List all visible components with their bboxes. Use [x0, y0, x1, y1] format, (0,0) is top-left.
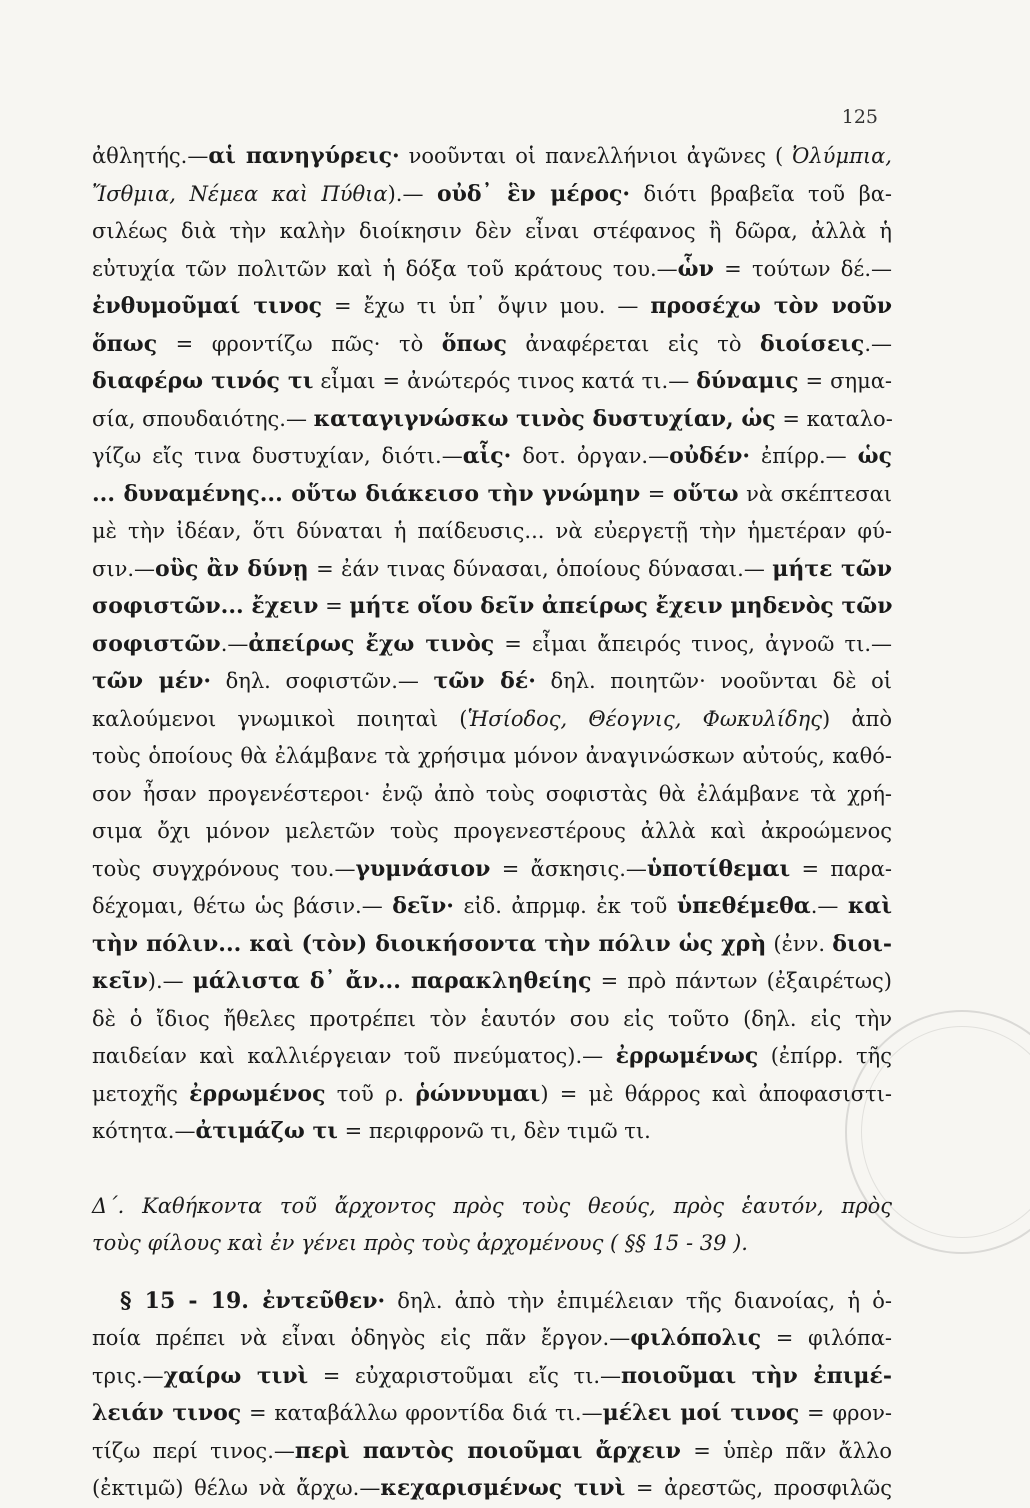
text-line: δέχομαι, θέτω ὡς βάσιν.— δεῖν· εἰδ. ἀπρμφ. ἐκ τοῦ ὑπεθέμεθα.— καὶ — [92, 893, 892, 919]
text-line: τῶν μέν· δηλ. σοφιστῶν.— τῶν δέ· δηλ. ποιητῶν· νοοῦνται δὲ οἱ — [92, 668, 893, 694]
text-line: τοὺς συγχρόνους του.—γυμνάσιον = ἄσκησις.—ὑποτίθεμαι = παρα- — [92, 855, 892, 882]
text-line: δὲ ὁ ἴδιος ἤθελες προτρέπει τὸν ἑαυτόν σου εἰς τοῦτο (δηλ. εἰς τὴν — [92, 1006, 892, 1031]
text-line: γίζω εἴς τινα δυστυχίαν, διότι.—αἷς· δοτ. ὀργαν.—οὐδέν· ἐπίρρ.— ὡς — [92, 443, 893, 469]
text-line: κότητα.—ἀτιμάζω τι = περιφρονῶ τι, δὲν τιμῶ τι. — [92, 1118, 651, 1144]
text-line: σιμα ὄχι μόνον μελετῶν τοὺς προγενεστέρους ἀλλὰ καὶ ἀκροώμενος — [92, 819, 892, 843]
text-line: κεῖν).— μάλιστα δ᾽ ἄν... παρακληθείης = πρὸ πάντων (ἐξαιρέτως) — [92, 968, 892, 994]
text-line: διαφέρω τινός τι εἶμαι = ἀνώτερός τινος κατά τι.— δύναμις = σημα- — [92, 368, 892, 394]
text-line: τοὺς ὁποίους θὰ ἐλάμβανε τὰ χρήσιμα μόνον ἀναγινώσκων αὐτούς, καθό- — [92, 744, 892, 768]
text-line: ὅπως = φροντίζω πῶς· τὸ ὅπως ἀναφέρεται εἰς τὸ διοίσεις.— — [92, 330, 892, 357]
text-line: σοφιστῶν... ἔχειν = μήτε οἵου δεῖν ἀπείρως ἔχειν μηδενὸς τῶν — [92, 593, 893, 619]
paragraph-line: τρις.—χαίρω τινὶ = εὐχαριστοῦμαι εἴς τι.—ποιοῦμαι τὴν ἐπιμέ- — [92, 1362, 892, 1389]
text-line: μετοχῆς ἐρρωμένος τοῦ ρ. ῥώννυμαι) = μὲ θάρρος καὶ ἀποφασιστι- — [92, 1080, 893, 1107]
text-line: σον ἦσαν προγενέστεροι· ἐνῷ ἀπὸ τοὺς σοφιστὰς θὰ ἐλάμβανε τὰ χρή- — [92, 781, 892, 806]
text-line: σοφιστῶν.—ἀπείρως ἔχω τινὸς = εἶμαι ἄπειρός τινος, ἀγνοῶ τι.— — [92, 630, 892, 657]
text-line: ἀθλητής.—αἱ πανηγύρεις· νοοῦνται οἱ πανελλήνιοι ἀγῶνες ( Ὀλύμπια, — [92, 143, 892, 169]
paragraph-line: τίζω περί τινος.—περὶ παντὸς ποιοῦμαι ἄρχειν = ὑπὲρ πᾶν ἄλλο — [92, 1437, 893, 1464]
text-line: σία, σπουδαιότης.— καταγιγνώσκω τινὸς δυστυχίαν, ὡς = καταλο- — [92, 405, 893, 432]
text-line: σιν.—οὓς ἂν δύνῃ = ἐάν τινας δύνασαι, ὁποίους δύνασαι.— μήτε τῶν — [92, 555, 893, 582]
paragraph-line: (ἐκτιμῶ) θέλω νὰ ἄρχω.—κεχαρισμένως τινὶ = ἀρεστῶς, προσφιλῶς — [92, 1475, 892, 1501]
text-line: Ἴσθμια, Νέμεα καὶ Πύθια).— οὐδ᾽ ἓν μέρος· διότι βραβεῖα τοῦ βα- — [92, 180, 893, 207]
text-line: εὐτυχία τῶν πολιτῶν καὶ ἡ δόξα τοῦ κράτους του.—ὧν = τούτων δέ.— — [92, 255, 892, 282]
section-heading: Δ΄. Καθήκοντα τοῦ ἄρχοντος πρὸς τοὺς θεούς, πρὸς ἑαυτόν, πρὸς — [92, 1193, 892, 1218]
page-number: 125 — [841, 106, 878, 128]
section-heading: τοὺς φίλους καὶ ἐν γένει πρὸς τοὺς ἀρχομένους ( §§ 15 - 39 ). — [92, 1231, 748, 1255]
text-line: ... δυναμένης... οὕτω διάκεισο τὴν γνώμην = οὕτω νὰ σκέπτεσαι — [92, 480, 893, 507]
text-line: σιλέως διὰ τὴν καλὴν διοίκησιν δὲν εἶναι στέφανος ἢ δῶρα, ἀλλὰ ἡ — [92, 219, 892, 243]
text-line: παιδείαν καὶ καλλιέργειαν τοῦ πνεύματος).— ἐρρωμένως (ἐπίρρ. τῆς — [92, 1043, 892, 1069]
text-line: ἐνθυμοῦμαί τινος = ἔχω τι ὑπ᾽ ὄψιν μου. — προσέχω τὸν νοῦν — [92, 293, 892, 319]
paragraph-line: § 15 - 19. ἐντεῦθεν· δηλ. ἀπὸ τὴν ἐπιμέλειαν τῆς διανοίας, ἡ ὁ- — [120, 1287, 892, 1314]
text-line: καλούμενοι γνωμικοὶ ποιηταὶ (Ἡσίοδος, Θέογνις, Φωκυλίδης) ἀπὸ — [92, 706, 892, 731]
text-line: τὴν πόλιν... καὶ (τὸν) διοικήσοντα τὴν πόλιν ὡς χρὴ (ἐνν. διοι- — [92, 930, 892, 957]
text-line: μὲ τὴν ἰδέαν, ὅτι δύναται ἡ παίδευσις... νὰ εὐεργετῇ τὴν ἡμετέραν φύ- — [92, 519, 892, 543]
paragraph-line: ποία πρέπει νὰ εἶναι ὁδηγὸς εἰς πᾶν ἔργον.—φιλόπολις = φιλόπα- — [92, 1325, 893, 1351]
paragraph-line: λειάν τινος = καταβάλλω φροντίδα διά τι.—μέλει μοί τινος = φρον- — [92, 1400, 892, 1426]
commentary-text — [92, 138, 892, 1508]
